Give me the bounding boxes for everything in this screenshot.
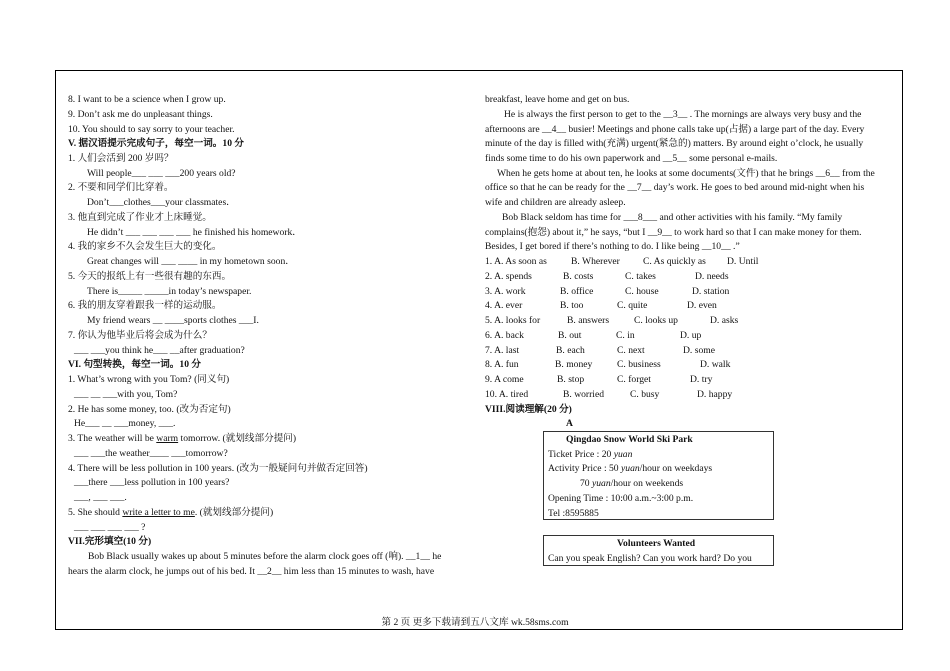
s5-q1-en: Will people___ ___ ___200 years old? <box>87 168 236 179</box>
s6-q1-answer: ___ __ ___with you, Tom? <box>74 389 178 400</box>
option-5-d: D. asks <box>710 315 739 326</box>
option-3-d: D. station <box>692 286 730 297</box>
page-footer: 第 2 页 更多下载请到五八文库 wk.58sms.com <box>381 617 569 628</box>
option-4-c: C. quite <box>617 300 648 311</box>
option-5-c: C. looks up <box>634 315 678 326</box>
option-9-b: B. stop <box>557 374 585 385</box>
option-1-d: D. Until <box>727 256 759 267</box>
option-8-c: C. business <box>617 359 661 370</box>
ski-park-title: Qingdao Snow World Ski Park <box>566 434 693 445</box>
item-8: 8. I want to be a science when I grow up. <box>68 94 226 105</box>
passage-line-10: complains(抱怨) about it,” he says, “but I __9__ to work hard so that I can make money for them. <box>485 227 862 238</box>
section-5-title: V. 据汉语提示完成句子，每空一词。10 分 <box>68 138 244 149</box>
option-4-d: D. even <box>687 300 717 311</box>
option-4-a: 4. A. ever <box>485 300 523 311</box>
option-9-d: D. try <box>690 374 713 385</box>
passage-a-label: A <box>566 418 573 429</box>
s6-q4-answer: ___there ___less pollution in 100 years? <box>74 477 230 488</box>
s5-q5-cn: 5. 今天的报纸上有一些很有趣的东西。 <box>68 271 232 282</box>
option-1-a: 1. A. As soon as <box>485 256 547 267</box>
option-6-d: D. up <box>680 330 702 341</box>
option-2-a: 2. A. spends <box>485 271 532 282</box>
opening-time: Opening Time : 10:00 a.m.~3:00 p.m. <box>548 493 694 504</box>
option-7-d: D. some <box>683 345 715 356</box>
section-7-title: VII.完形填空(10 分) <box>68 536 152 547</box>
option-2-d: D. needs <box>695 271 729 282</box>
option-2-c: C. takes <box>625 271 656 282</box>
s6-q5: 5. She should write a letter to me. (就划线部分提问) <box>68 507 274 518</box>
activity-price: Activity Price : 50 yuan/hour on weekdays <box>548 463 713 474</box>
item-9: 9. Don’t ask me do unpleasant things. <box>68 109 213 120</box>
option-3-c: C. house <box>625 286 659 297</box>
passage-line-9: Bob Black seldom has time for ___8___ and other activities with his family. “My family <box>502 212 843 223</box>
option-3-b: B. office <box>560 286 594 297</box>
s6-q3: 3. The weather will be warm tomorrow. (就划线部分提问) <box>68 433 297 444</box>
passage-line-3: afternoons are __4__ busier! Meetings and phone calls take up(占据) a large part of the day. Every <box>485 124 865 135</box>
s6-q4: 4. There will be less pollution in 100 years. (改为一般疑问句并做否定回答) <box>68 463 368 474</box>
option-6-a: 6. A. back <box>485 330 524 341</box>
s7-paragraph-line-1: Bob Black usually wakes up about 5 minutes before the alarm clock goes off (响). __1__ he <box>88 551 442 562</box>
option-7-b: B. each <box>556 345 585 356</box>
option-10-b: B. worried <box>563 389 605 400</box>
s5-q3-en: He didn’t ___ ___ ___ ___ he finished his homework． <box>87 227 302 238</box>
option-8-a: 8. A. fun <box>485 359 519 370</box>
option-7-a: 7. A. last <box>485 345 520 356</box>
option-6-b: B. out <box>558 330 582 341</box>
passage-line-2: He is always the first person to get to the __3__ . The mornings are always very busy and the <box>504 109 862 120</box>
option-9-c: C. forget <box>617 374 651 385</box>
s5-q2-en: Don’t___clothes___your classmates． <box>87 197 236 208</box>
passage-line-6: When he gets home at about ten, he looks at some documents(文件) that he brings __6__ from the <box>497 168 875 179</box>
s6-q1: 1. What’s wrong with you Tom? (同义句) <box>68 374 230 385</box>
s6-q5-answer: ___ ___ ___ ___ ? <box>74 522 146 533</box>
s7-paragraph-line-2: hears the alarm clock, he jumps out of his bed. It __2__ him less than 15 minutes to wash, have <box>68 566 435 577</box>
s5-q5-en: There is_____ _____in today’s newspaper. <box>87 286 252 297</box>
option-8-d: D. walk <box>700 359 731 370</box>
option-5-a: 5. A. looks for <box>485 315 541 326</box>
option-3-a: 3. A. work <box>485 286 526 297</box>
section-8-title: VIII.阅读理解(20 分) <box>485 404 572 415</box>
s6-q3-answer: ___ ___the weather____ ___tomorrow? <box>74 448 228 459</box>
option-7-c: C. next <box>617 345 645 356</box>
item-10: 10. You should to say sorry to your teacher. <box>68 124 235 135</box>
option-2-b: B. costs <box>563 271 594 282</box>
passage-line-11: Besides, I get bored if there’s nothing to do. I like being __10__ .” <box>485 241 740 252</box>
passage-line-1: breakfast, leave home and get on bus. <box>485 94 630 105</box>
activity-price-weekends: 70 yuan/hour on weekends <box>580 478 684 489</box>
s6-q4-answer-2: ___, ___ ___. <box>74 492 127 503</box>
s5-q4-cn: 4. 我的家乡不久会发生巨大的变化。 <box>68 241 222 252</box>
option-9-a: 9. A come <box>485 374 524 385</box>
s6-q2: 2. He has some money, too. (改为否定句) <box>68 404 231 415</box>
option-6-c: C. in <box>616 330 635 341</box>
telephone: Tel :8595885 <box>548 508 599 519</box>
s5-q3-cn: 3. 他直到完成了作业才上床睡觉。 <box>68 212 212 223</box>
ticket-price: Ticket Price : 20 yuan <box>548 449 633 460</box>
s5-q6-en: My friend wears __ ____sports clothes ___I. <box>87 315 259 326</box>
option-8-b: B. money <box>555 359 593 370</box>
option-5-b: B. answers <box>567 315 610 326</box>
passage-line-7: office so that he can be ready for the __7__ day’s work. He goes to bed around mid-night when his <box>485 182 865 193</box>
passage-line-5: finds some time to do his own paperwork and __5__ some personal e-mails. <box>485 153 778 164</box>
s5-q1-cn: 1. 人们会活到 200 岁吗？ <box>68 153 174 164</box>
s5-q4-en: Great changes will ___ ____ in my hometown soon． <box>87 256 295 267</box>
volunteers-title: Volunteers Wanted <box>617 538 696 549</box>
s5-q7-en: ___ ___you think he___ __after graduation? <box>74 345 245 356</box>
passage-line-4: minute of the day is filled with(充满) urgent(紧急的) matters. By around eight o’clock, he usually <box>485 138 864 149</box>
option-1-b: B. Wherever <box>571 256 620 267</box>
passage-line-8: wife and children are already asleep. <box>485 197 626 208</box>
s6-q2-answer: He___ __ ___money, ___. <box>74 418 176 429</box>
option-10-c: C. busy <box>630 389 660 400</box>
option-1-c: C. As quickly as <box>643 256 706 267</box>
s5-q2-cn: 2. 不要和同学们比穿着。 <box>68 182 174 193</box>
s5-q6-cn: 6. 我的朋友穿着跟我一样的运动服。 <box>68 300 222 311</box>
section-6-title: VI. 句型转换，每空一词。10 分 <box>68 359 201 370</box>
option-4-b: B. too <box>560 300 584 311</box>
option-10-a: 10. A. tired <box>485 389 529 400</box>
s5-q7-cn: 7. 你认为他毕业后将会成为什么？ <box>68 330 212 341</box>
volunteers-line-1: Can you speak English? Can you work hard? Do you <box>548 553 752 564</box>
option-10-d: D. happy <box>697 389 733 400</box>
